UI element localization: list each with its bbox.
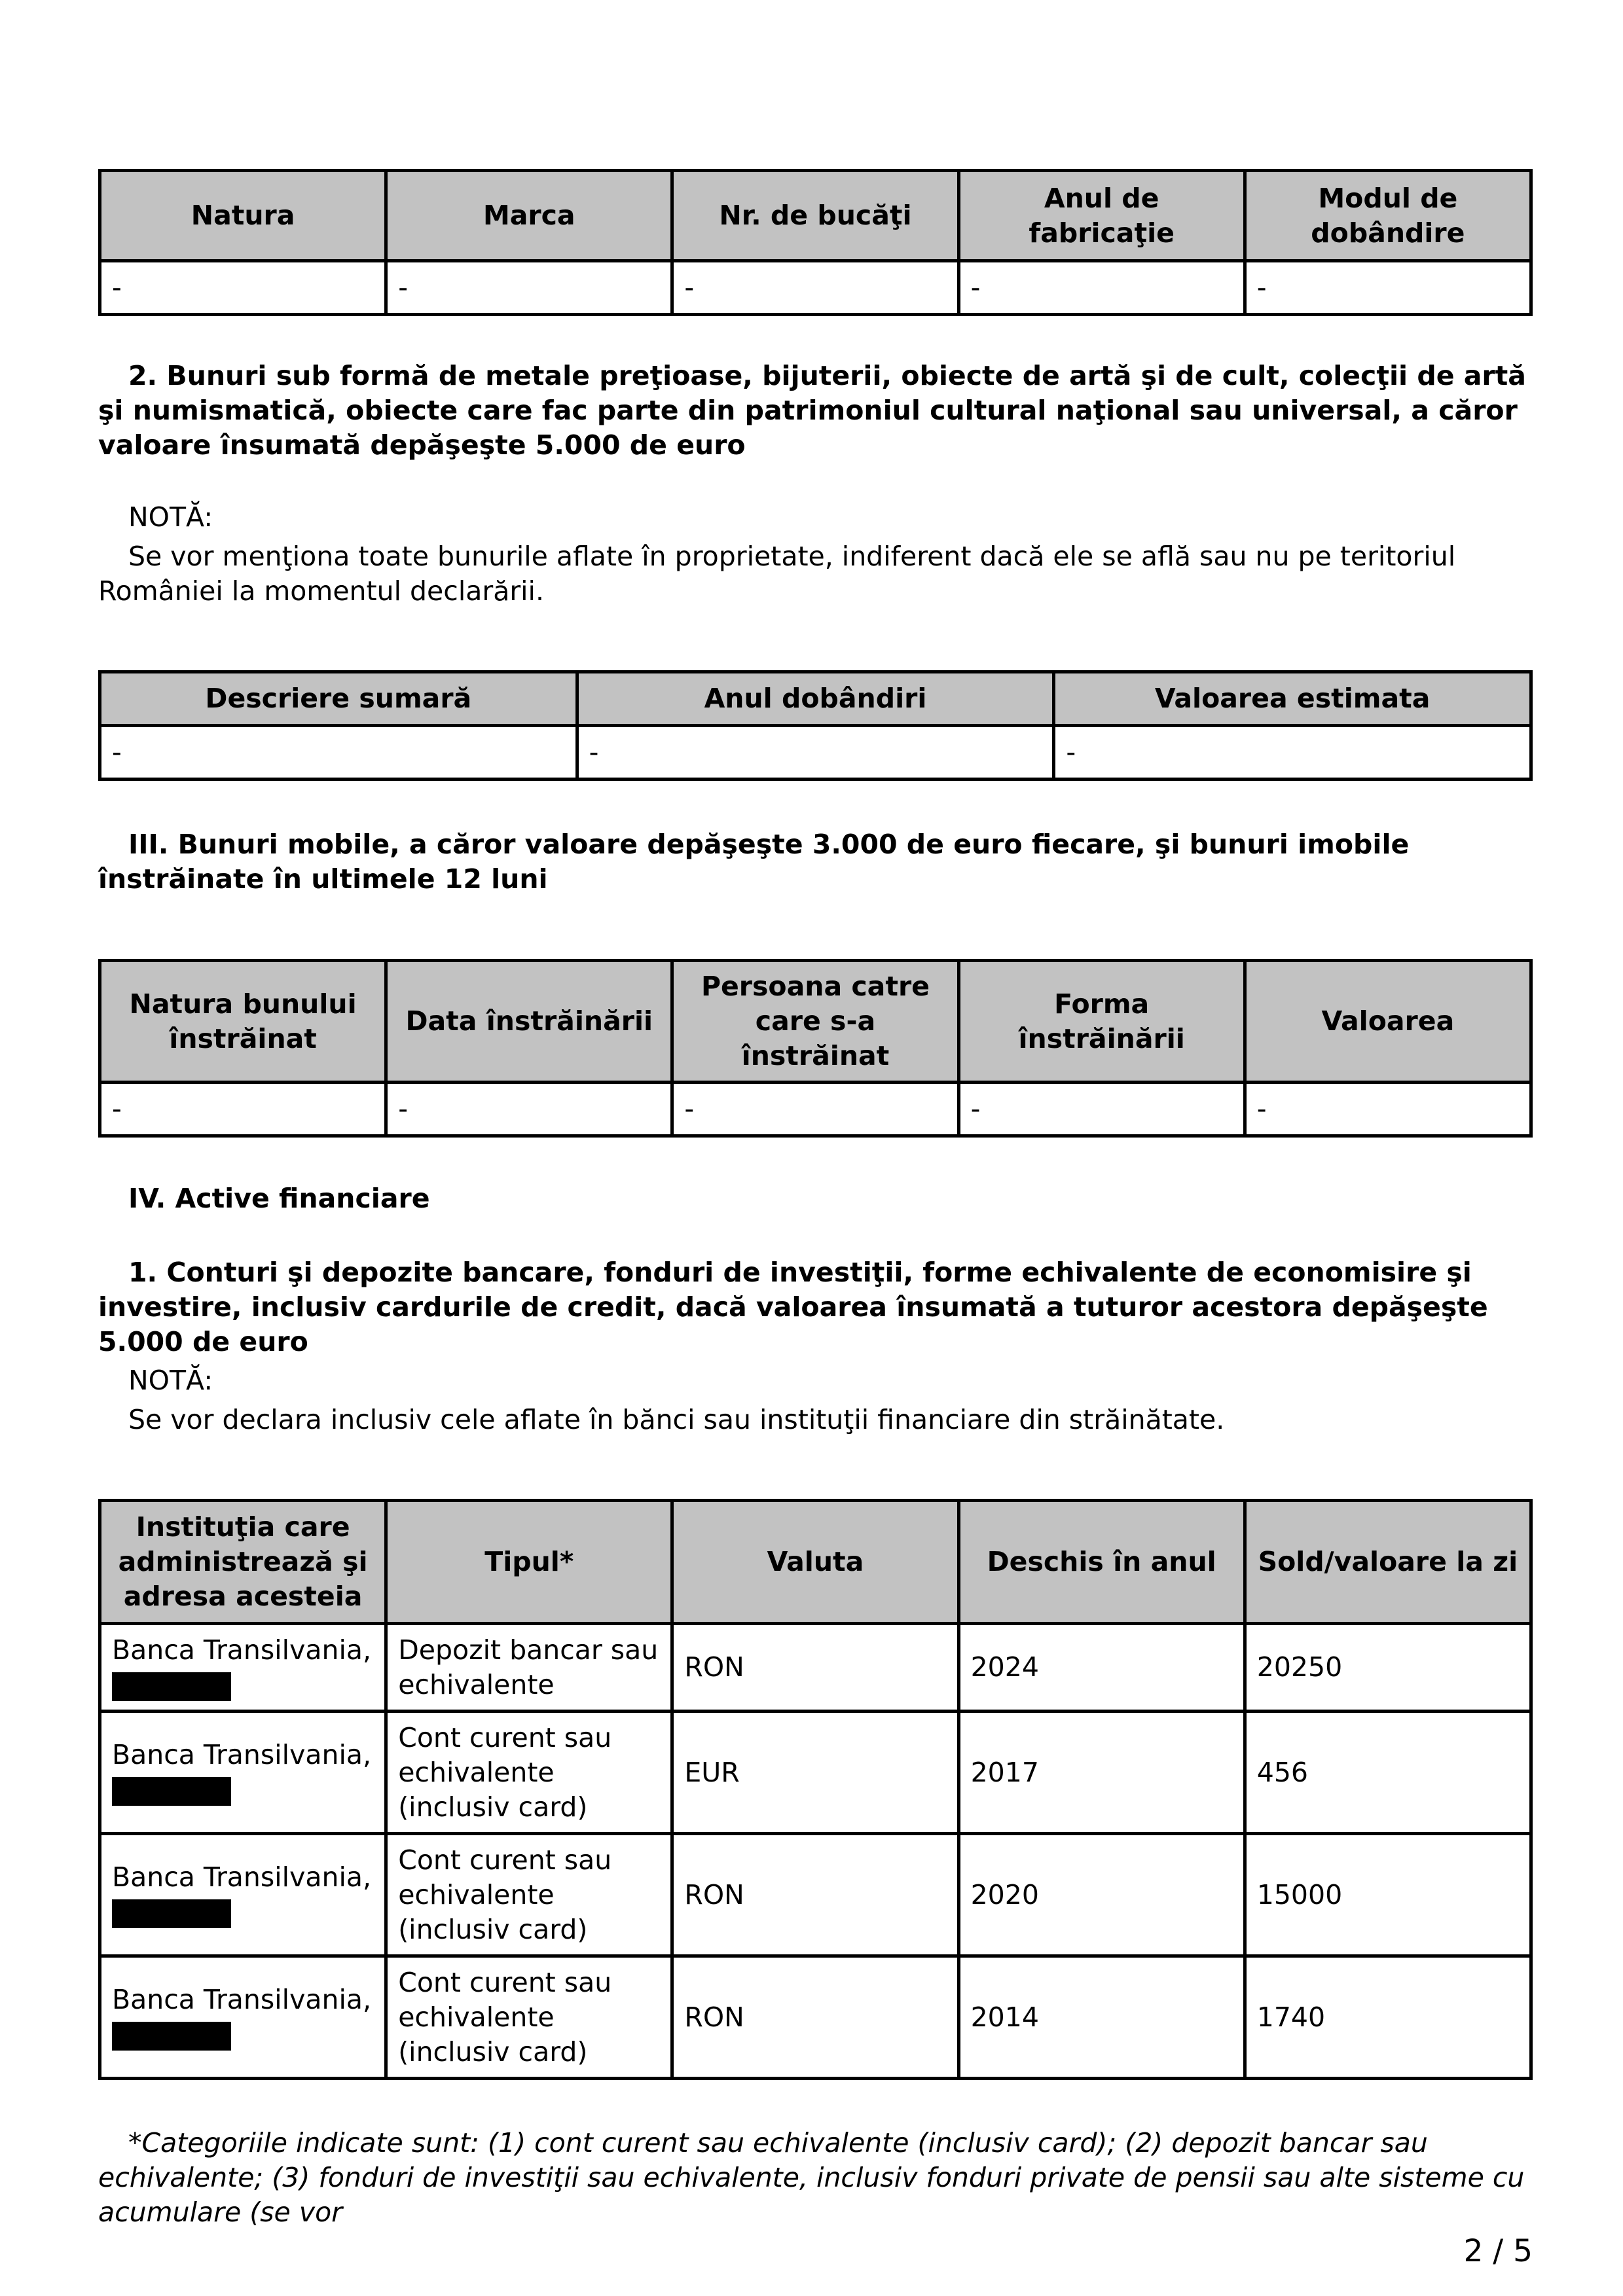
section-iv-note-label: NOTĂ: [128,1365,213,1396]
vehicles-header-natura: Natura [100,171,386,261]
table-cell: 2014 [958,1956,1245,2079]
table-cell: Cont curent sau echivalente (inclusiv card) [386,1712,672,1834]
table-cell: - [1245,1083,1531,1136]
table-cell: 2017 [958,1712,1245,1834]
table-cell: 1740 [1245,1956,1531,2079]
section-ii2-title: 2. Bunuri sub formă de metale preţioase, bijuterii, obiecte de artă şi de cult, colecţii de artă şi numismatică, obiecte care fac parte din patrimoniul cultural naţional sau universal, a căror valoare însumată depăşeşte 5.000 de euro [98,360,1526,461]
section-ii2-note-label: NOTĂ: [128,501,213,533]
redacted-address [112,1777,231,1806]
redacted-address [112,1899,231,1928]
section-iv-note-text: Se vor declara inclusiv cele aflate în bănci sau instituţii financiare din străinătate. [128,1404,1225,1435]
section-iv-subtitle: 1. Conturi şi depozite bancare, fonduri de investiţii, forme echivalente de economisire şi investire, inclusiv cardurile de credit, dacă valoarea însumată a tuturor acestora depăşeşte 5.000 de euro [98,1257,1488,1357]
table-row [100,726,1531,780]
vehicles-header-year: Anul de fabricaţie [958,171,1245,261]
table-cell: - [1054,726,1531,780]
table-cell [100,1834,386,1956]
table-cell [100,1624,386,1712]
table-cell: - [672,1083,958,1136]
table-cell: RON [672,1956,958,2079]
table-cell [100,1712,386,1834]
accounts-header-balance: Sold/valoare la zi [1245,1501,1531,1624]
section-ii2-note-text: Se vor menţiona toate bunurile aflate în proprietate, indiferent dacă ele se află sau nu pe teritoriul României la momentul declarării. [98,541,1456,607]
institution-name: Banca Transilvania, [112,1634,371,1666]
alienated-header-person: Persoana catre care s-a înstrăinat [672,961,958,1083]
valuables-header-value: Valoarea estimata [1054,672,1531,726]
table-row [100,1712,1531,1834]
table-row [100,1834,1531,1956]
accounts-header-year: Deschis în anul [958,1501,1245,1624]
footnote: *Categoriile indicate sunt: (1) cont curent sau echivalente (inclusiv card); (2) depozit bancar sau echivalente; (3) fonduri de investiţii sau echivalente, inclusiv fonduri private de pensii sau alte sisteme cu acumulare (se vor [98,2127,1525,2228]
table-row [100,1956,1531,2079]
table-cell: 2024 [958,1624,1245,1712]
table-cell: Depozit bancar sau echivalente [386,1624,672,1712]
institution-name: Banca Transilvania, [112,1984,371,2015]
alienated-table [98,959,1533,1138]
valuables-table [98,670,1533,781]
table-cell: Cont curent sau echivalente (inclusiv card) [386,1956,672,2079]
institution-name: Banca Transilvania, [112,1861,371,1893]
table-cell: RON [672,1624,958,1712]
accounts-header-currency: Valuta [672,1501,958,1624]
alienated-header-nature: Natura bunului înstrăinat [100,961,386,1083]
table-cell: - [1245,261,1531,315]
vehicles-table [98,169,1533,316]
vehicles-header-marca: Marca [386,171,672,261]
table-row [100,1083,1531,1136]
accounts-table [98,1499,1533,2080]
vehicles-header-acquisition: Modul de dobândire [1245,171,1531,261]
table-cell: Cont curent sau echivalente (inclusiv card) [386,1834,672,1956]
table-cell: 2020 [958,1834,1245,1956]
alienated-header-date: Data înstrăinării [386,961,672,1083]
table-cell: - [386,261,672,315]
table-cell: - [958,1083,1245,1136]
page-number: 2 / 5 [1463,2233,1533,2269]
accounts-header-institution: Instituţia care administrează şi adresa acesteia [100,1501,386,1624]
valuables-header-description: Descriere sumară [100,672,577,726]
redacted-address [112,2022,231,2051]
alienated-header-value: Valoarea [1245,961,1531,1083]
table-cell: - [672,261,958,315]
table-cell: - [577,726,1054,780]
table-cell: 456 [1245,1712,1531,1834]
table-row [100,1624,1531,1712]
table-row [100,261,1531,315]
section-iv-title: IV. Active financiare [128,1183,430,1214]
vehicles-header-count: Nr. de bucăţi [672,171,958,261]
table-cell [100,1956,386,2079]
table-cell: - [100,1083,386,1136]
table-cell: - [958,261,1245,315]
accounts-header-type: Tipul* [386,1501,672,1624]
alienated-header-form: Forma înstrăinării [958,961,1245,1083]
table-cell: 20250 [1245,1624,1531,1712]
table-cell: - [100,726,577,780]
table-cell: 15000 [1245,1834,1531,1956]
institution-name: Banca Transilvania, [112,1739,371,1770]
redacted-address [112,1672,231,1701]
section-iii-title: III. Bunuri mobile, a căror valoare depăşeşte 3.000 de euro fiecare, şi bunuri imobile înstrăinate în ultimele 12 luni [98,829,1410,895]
table-cell: - [386,1083,672,1136]
table-cell: - [100,261,386,315]
valuables-header-year: Anul dobândiri [577,672,1054,726]
table-cell: RON [672,1834,958,1956]
table-cell: EUR [672,1712,958,1834]
